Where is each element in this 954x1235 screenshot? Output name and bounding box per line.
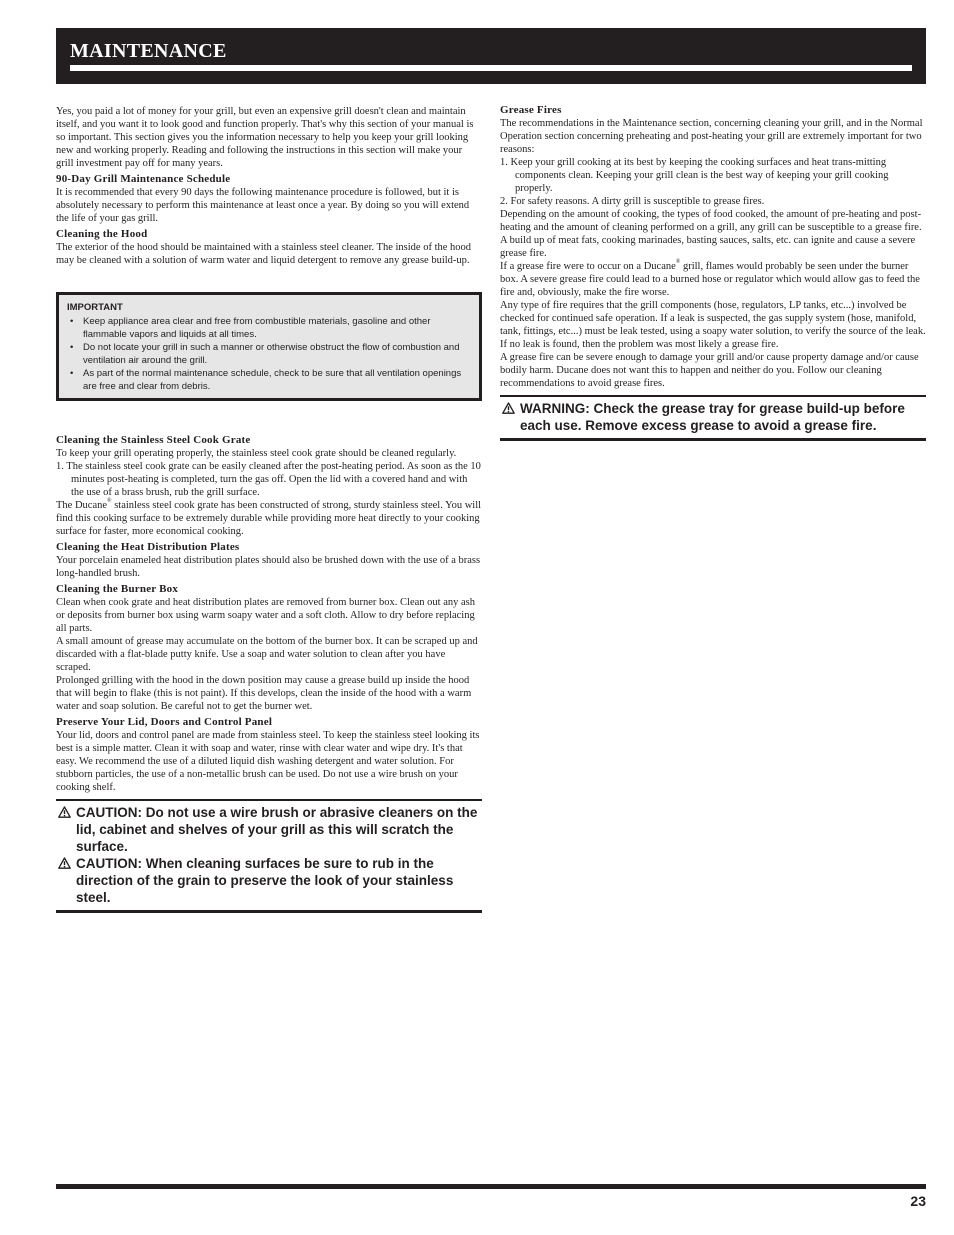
important-item: • As part of the normal maintenance schedule, check to be sure that all ventilation openings are free and clear from debris. bbox=[67, 367, 471, 393]
lid-paragraph: Your lid, doors and control panel are made from stainless steel. To keep the stainless steel looking its best is a simple matter. Clean it with soap and water, rinse with clear water and wipe dry. It's that easy. We recommend the use of a diluted liquid dish washing detergent and water solution. For stubborn particles, the use of a non-metallic brush can be used. Do not use a wire brush on your cooking shelf. bbox=[56, 730, 480, 793]
caution-text: CAUTION: When cleaning surfaces be sure to rub in the direction of the grain to preserve the look of your stainless steel. bbox=[76, 856, 454, 905]
footer-rule bbox=[56, 1184, 926, 1189]
grate-body-text: stainless steel cook grate has been constructed of strong, sturdy stainless steel. You will find this cooking surface to be extremely durable while providing more heat directly to your cooking surface for faster, more economical cooking. bbox=[56, 500, 482, 537]
warning-triangle-icon bbox=[58, 806, 71, 818]
warning-item bbox=[500, 400, 926, 434]
grease-paragraph-4: A grease fire can be severe enough to damage your grill and/or cause property damage and/or cause bodily harm. Ducane does not want this to happen and neither do you. Follow our cleaning recommendations to avoid grease fires. bbox=[500, 352, 919, 389]
important-list bbox=[67, 315, 471, 393]
page-title: MAINTENANCE bbox=[70, 40, 227, 62]
grate-step: 1. The stainless steel cook grate can be easily cleaned after the post-heating period. As soon as the 10 minutes post-heating is completed, turn the gas off. Open the lid with a covered hand and with the use of a brass brush, rub the grill surface. bbox=[56, 461, 481, 498]
schedule-heading: 90-Day Grill Maintenance Schedule bbox=[56, 173, 231, 185]
burner-heading: Cleaning the Burner Box bbox=[56, 583, 179, 595]
caution-item bbox=[56, 804, 482, 855]
warning-text: WARNING: Check the grease tray for grease build-up before each use. Remove excess grease to avoid a grease fire. bbox=[520, 401, 905, 433]
grease-text-a: If a grease fire were to occur on a Ducane bbox=[500, 261, 676, 272]
grease-fires-heading: Grease Fires bbox=[500, 104, 562, 116]
page-number: 23 bbox=[910, 1193, 926, 1209]
caution-notice bbox=[56, 799, 482, 913]
registered-mark: ® bbox=[675, 259, 681, 265]
warning-triangle-icon bbox=[502, 402, 515, 414]
burner-paragraph-1: Clean when cook grate and heat distribution plates are removed from burner box. Clean out any ash or deposits from burner box using warm soapy water and a soft cloth. Allow to dry before replacing all parts. bbox=[56, 597, 475, 634]
important-title: IMPORTANT bbox=[67, 302, 123, 313]
brand-text: The Ducane bbox=[56, 500, 108, 511]
reason-item: 1. Keep your grill cooking at its best by keeping the cooking surfaces and heat trans-mitting components clean. Keeping your grill clean is the best way of keeping your grill cooking properly. bbox=[500, 157, 889, 194]
intro-paragraph: Yes, you paid a lot of money for your grill, but even an expensive grill doesn't clean and maintain itself, and you want it to look good and function properly. That's why this section of your manual is so important. This section gives you the information necessary to help you keep your grill looking new and working properly. Reading and following the instructions in this section will make your grill investment pay off for many years. bbox=[56, 106, 474, 169]
warning-notice bbox=[500, 395, 926, 441]
grate-paragraph: To keep your grill operating properly, the stainless steel cook grate should be cleaned regularly. bbox=[56, 448, 457, 459]
header-bar bbox=[56, 28, 926, 84]
grate-paragraph-2 bbox=[56, 499, 482, 538]
grease-paragraph-2 bbox=[500, 260, 926, 299]
important-item: • Keep appliance area clear and free from combustible materials, gasoline and other flammable vapors and liquids at all times. bbox=[67, 315, 471, 341]
hood-heading: Cleaning the Hood bbox=[56, 228, 148, 240]
grate-heading: Cleaning the Stainless Steel Cook Grate bbox=[56, 434, 251, 446]
grease-intro: The recommendations in the Maintenance section, concerning cleaning your grill, and in the Normal Operation section concerning preheating and post-heating your grill are extremely important for two reasons: bbox=[500, 118, 923, 155]
plates-heading: Cleaning the Heat Distribution Plates bbox=[56, 541, 240, 553]
caution-item bbox=[56, 855, 482, 906]
grease-paragraph-3: Any type of fire requires that the grill components (hose, regulators, LP tanks, etc...) involved be checked for continued safe operation. If a leak is suspected, the gas supply system (hose, manifold, tank, fittings, etc...) must be leak tested, using a soapy water solution, to verify the source of the leak. If no leak is found, then the problem was most likely a grease fire. bbox=[500, 300, 926, 350]
reasons-list bbox=[500, 156, 926, 208]
reason-item: 2. For safety reasons. A dirty grill is susceptible to grease fires. bbox=[500, 196, 765, 207]
important-box bbox=[56, 292, 482, 401]
left-column bbox=[56, 105, 482, 913]
header-rule bbox=[70, 65, 912, 71]
grate-steps bbox=[56, 460, 482, 499]
burner-paragraph-2: A small amount of grease may accumulate on the bottom of the burner box. It can be scraped up and discarded with a flat-blade putty knife. Use a soap and water solution to clean after you have scraped. bbox=[56, 636, 478, 673]
burner-paragraph-3: Prolonged grilling with the hood in the down position may cause a grease build up inside the hood that will begin to flake (this is not paint). If this develops, clean the inside of the hood with a warm water and soap solution. Be careful not to get the burner wet. bbox=[56, 675, 472, 712]
warning-triangle-icon bbox=[58, 857, 71, 869]
grease-text-b: grill, flames would probably be seen under the burner box. A severe grease fire could lead to a burned hose or regulator which would allow gas to feed the fire and, obviously, make the fire worse. bbox=[500, 261, 920, 298]
right-column bbox=[500, 104, 926, 441]
registered-mark: ® bbox=[107, 498, 112, 504]
important-item: • Do not locate your grill in such a manner or otherwise obstruct the flow of combustion and ventilation air around the grill. bbox=[67, 341, 471, 367]
caution-text: CAUTION: Do not use a wire brush or abrasive cleaners on the lid, cabinet and shelves of your grill as this will scratch the surface. bbox=[76, 805, 478, 854]
grease-paragraph-1: Depending on the amount of cooking, the types of food cooked, the amount of pre-heating and post-heating and the amount of cleaning performed on a grill, any grill can be susceptible to a grease fire. A build up of meat fats, cooking marinades, basting sauces, salts, etc. can ignite and cause a severe grease fire. bbox=[500, 209, 922, 259]
schedule-paragraph: It is recommended that every 90 days the following maintenance procedure is followed, but it is absolutely necessary to perform this maintenance at least once a year. By doing so you will extend the life of your gas grill. bbox=[56, 187, 470, 224]
lid-heading: Preserve Your Lid, Doors and Control Panel bbox=[56, 716, 273, 728]
plates-paragraph: Your porcelain enameled heat distribution plates should also be brushed down with the use of a brass long-handled brush. bbox=[56, 555, 481, 579]
hood-paragraph: The exterior of the hood should be maintained with a stainless steel cleaner. The inside of the hood may be cleaned with a solution of warm water and liquid detergent to remove any grease build-up. bbox=[56, 242, 472, 266]
